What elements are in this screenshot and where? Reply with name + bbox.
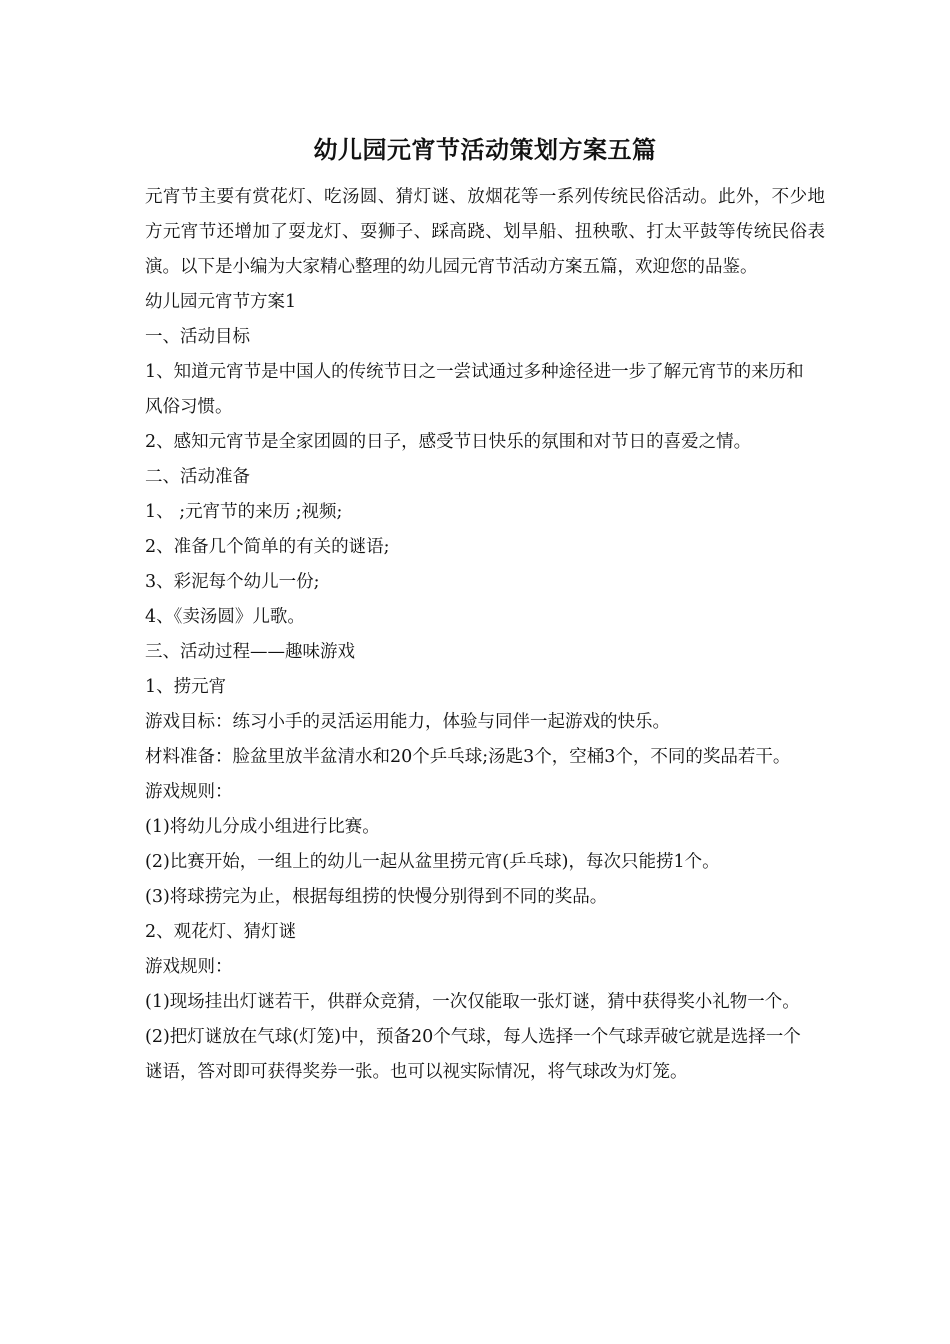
game-2-rules-label: 游戏规则： — [145, 957, 233, 977]
section-heading-preparation: 二、活动准备 — [145, 467, 250, 487]
goal-item-2: 2、感知元宵节是全家团圆的日子，感受节日快乐的氛围和对节日的喜爱之情。 — [145, 432, 752, 452]
document-title: 幼儿园元宵节活动策划方案五篇 — [313, 135, 657, 164]
plan-heading: 幼儿园元宵节方案1 — [145, 292, 297, 312]
prep-item-1: 1、 ;元宵节的来历 ;视频; — [145, 502, 343, 522]
goal-item-1: 1、知道元宵节是中国人的传统节日之一尝试通过多种途径进一步了解元宵节的来历和风俗习惯。 — [145, 362, 804, 417]
game-2-title: 2、观花灯、猜灯谜 — [145, 922, 297, 942]
game-2-rule-1: (1)现场挂出灯谜若干，供群众竞猜，一次仅能取一张灯谜，猜中获得奖小礼物一个。 — [145, 992, 800, 1012]
section-heading-goals: 一、活动目标 — [145, 327, 250, 347]
game-1-rule-1: (1)将幼儿分成小组进行比赛。 — [145, 817, 380, 837]
document-page — [145, 128, 825, 1090]
game-1-title: 1、捞元宵 — [145, 677, 227, 697]
game-1-rule-2: (2)比赛开始，一组上的幼儿一起从盆里捞元宵(乒乓球)，每次只能捞1个。 — [145, 852, 720, 872]
game-1-rules-label: 游戏规则： — [145, 782, 233, 802]
game-1-materials: 材料准备：脸盆里放半盆清水和20个乒乓球;汤匙3个，空桶3个，不同的奖品若干。 — [145, 747, 791, 767]
prep-item-2: 2、准备几个简单的有关的谜语; — [145, 537, 390, 557]
game-1-rule-3: (3)将球捞完为止，根据每组捞的快慢分别得到不同的奖品。 — [145, 887, 608, 907]
game-1-goal: 游戏目标：练习小手的灵活运用能力，体验与同伴一起游戏的快乐。 — [145, 712, 670, 732]
prep-item-4: 4、《卖汤圆》儿歌。 — [145, 607, 305, 627]
game-2-rule-2: (2)把灯谜放在气球(灯笼)中，预备20个气球，每人选择一个气球弄破它就是选择一个谜语，答对即可获得奖券一张。也可以视实际情况，将气球改为灯笼。 — [145, 1027, 801, 1082]
prep-item-3: 3、彩泥每个幼儿一份; — [145, 572, 320, 592]
section-heading-process: 三、活动过程——趣味游戏 — [145, 642, 355, 662]
intro-paragraph: 元宵节主要有赏花灯、吃汤圆、猜灯谜、放烟花等一系列传统民俗活动。此外，不少地方元宵节还增加了耍龙灯、耍狮子、踩高跷、划旱船、扭秧歌、打太平鼓等传统民俗表演。以下是小编为大家精心整理的幼儿园元宵节活动方案五篇，欢迎您的品鉴。 — [145, 187, 825, 277]
